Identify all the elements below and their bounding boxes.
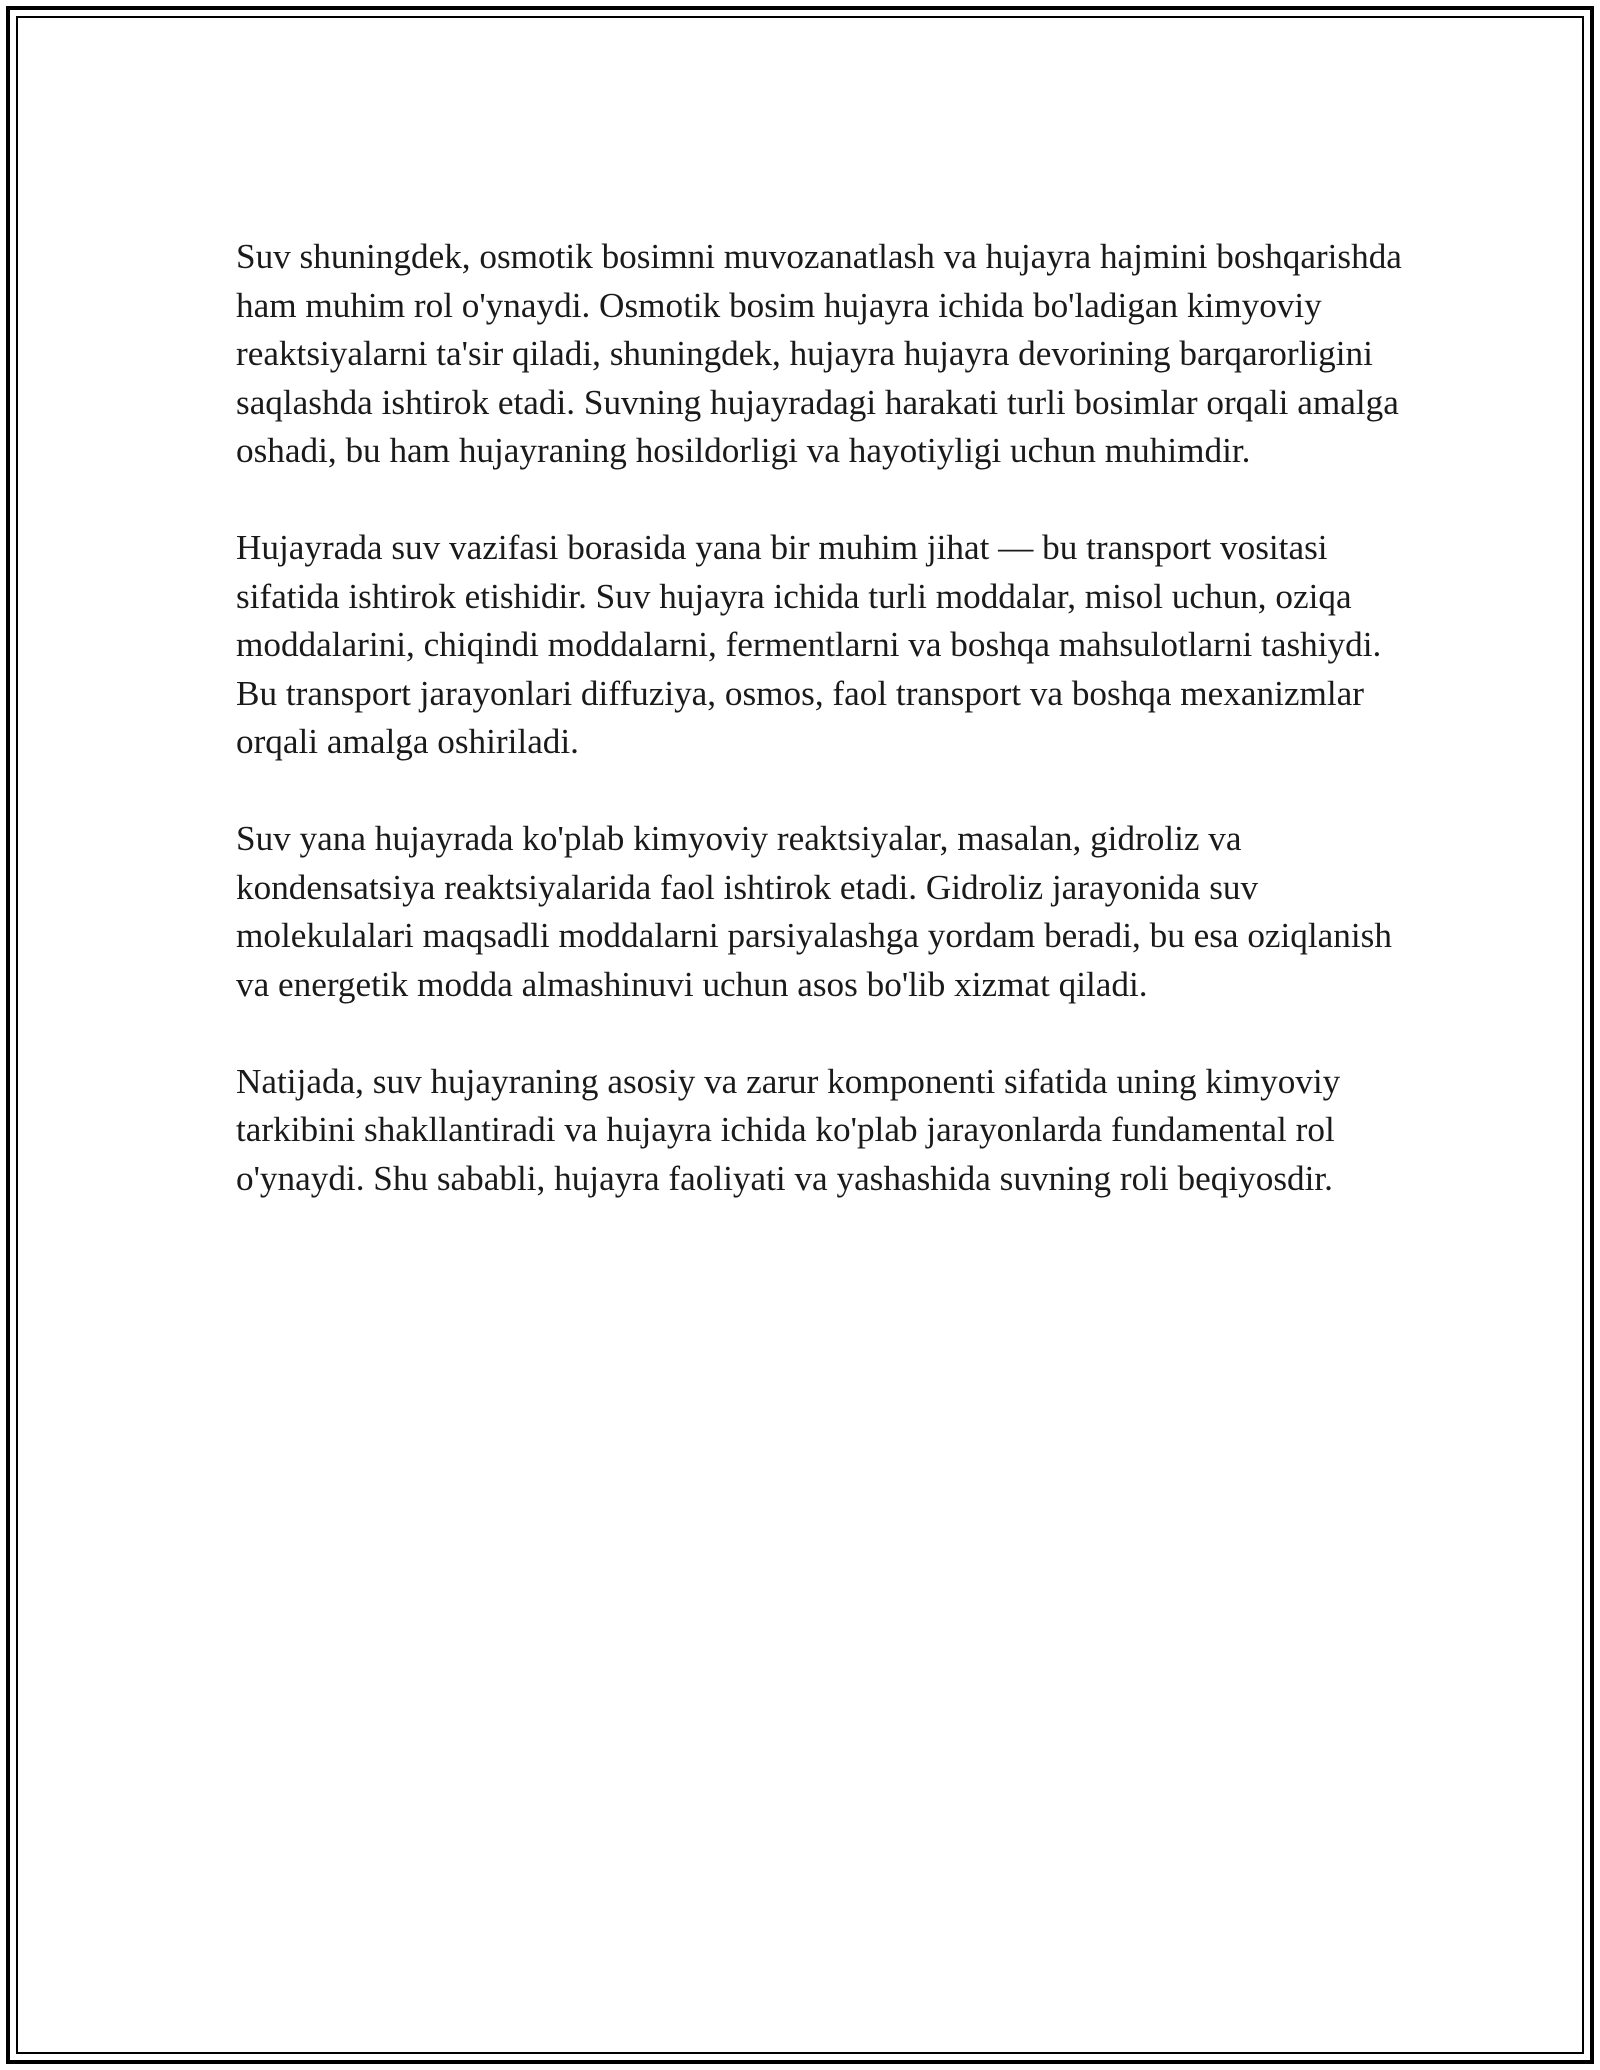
document-body	[236, 233, 1406, 1203]
paragraph-2: Hujayrada suv vazifasi borasida yana bir muhim jihat — bu transport vositasi sifatida ishtirok etishidir. Suv hujayra ichida turli moddalar, misol uchun, oziqa moddalarini, chiqindi moddalarni, fermentlarni va boshqa mahsulotlarni tashiydi. Bu transport jarayonlari diffuziya, osmos, faol transport va boshqa mexanizmlar orqali amalga oshiriladi.	[236, 528, 1382, 761]
paragraph-1: Suv shuningdek, osmotik bosimni muvozanatlash va hujayra hajmini boshqarishda ham muhim rol o'ynaydi. Osmotik bosim hujayra ichida bo'ladigan kimyoviy reaktsiyalarni ta'sir qiladi, shuningdek, hujayra hujayra devorining barqarorligini saqlashda ishtirok etadi. Suvning hujayradagi harakati turli bosimlar orqali amalga oshadi, bu ham hujayraning hosildorligi va hayotiyligi uchun muhimdir.	[236, 237, 1402, 470]
paragraph-4: Natijada, suv hujayraning asosiy va zarur komponenti sifatida uning kimyoviy tarkibini shakllantiradi va hujayra ichida ko'plab jarayonlarda fundamental rol o'ynaydi. Shu sababli, hujayra faoliyati va yashashida suvning roli beqiyosdir.	[236, 1061, 1341, 1198]
paragraph-3: Suv yana hujayrada ko'plab kimyoviy reaktsiyalar, masalan, gidroliz va kondensatsiya reaktsiyalarida faol ishtirok etadi. Gidroliz jarayonida suv molekulalari maqsadli moddalarni parsiyalashga yordam beradi, bu esa oziqlanish va energetik modda almashinuvi uchun asos bo'lib xizmat qiladi.	[236, 819, 1392, 1004]
